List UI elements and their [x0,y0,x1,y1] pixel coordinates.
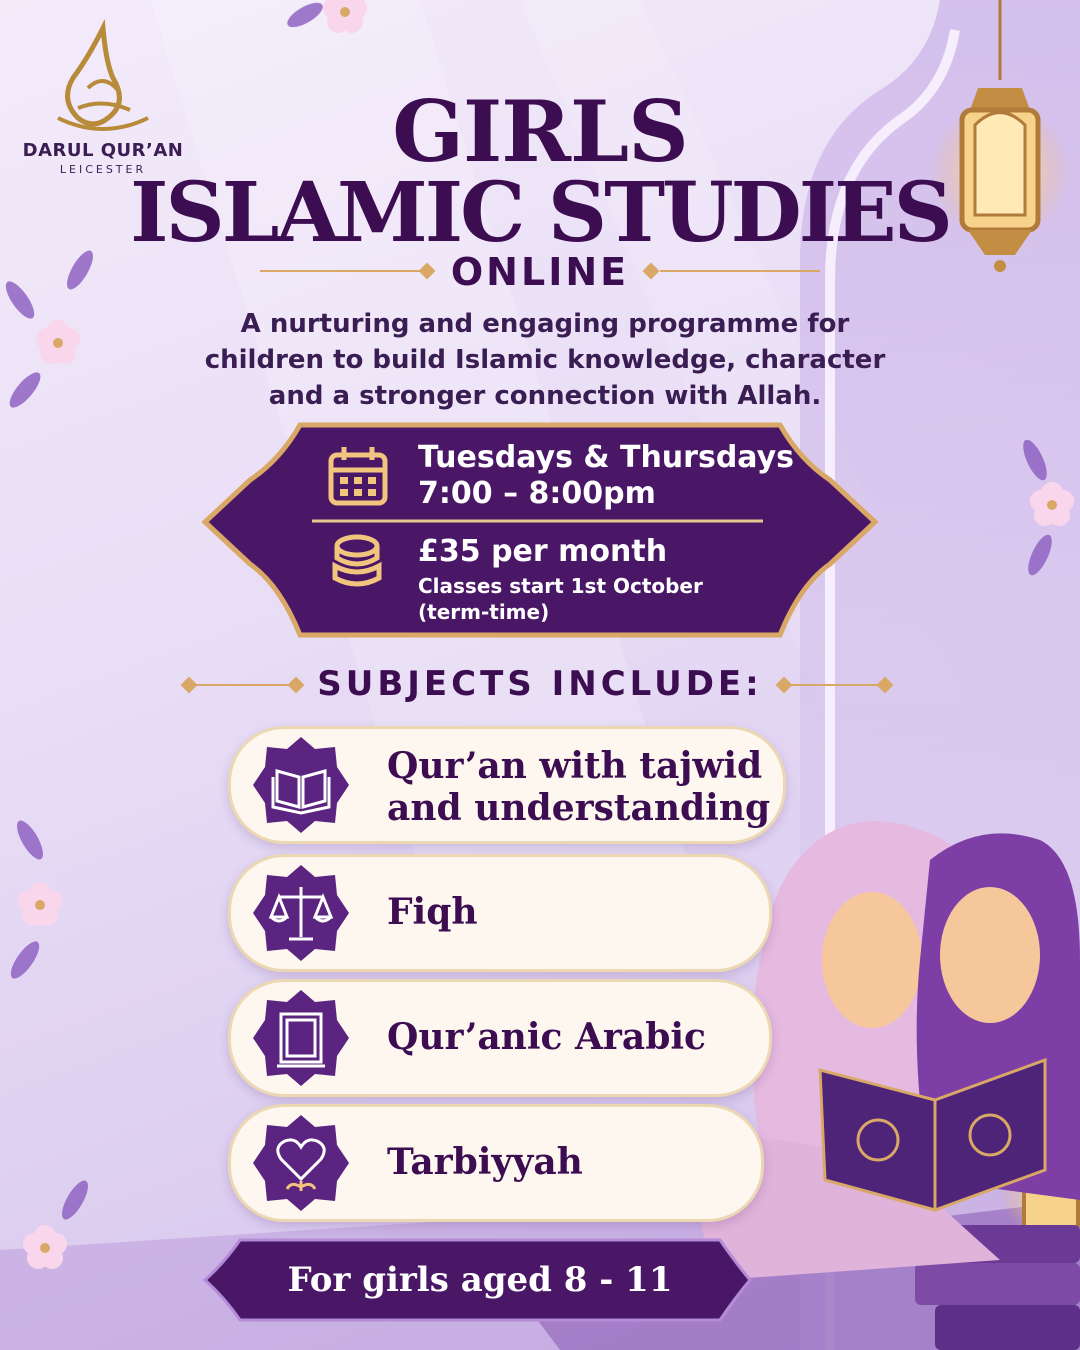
start-text [418,573,703,625]
subject-label: Qur’anic Arabic [387,1016,706,1058]
scales-icon [249,861,353,965]
subject-label [387,745,770,829]
heart-plant-icon [249,1111,353,1215]
logo-subtitle: LEICESTER [59,163,147,176]
subject-card [228,854,772,972]
schedule-text [418,440,794,512]
subject-card [228,726,786,844]
subject-line: and understanding [387,787,771,829]
subject-card [228,979,772,1097]
intro-text: A nurturing and engaging programme for children to build Islamic knowledge, character and a stronger connection with Allah. [204,309,886,411]
mode-label: ONLINE [450,250,630,294]
title-line-1: GIRLS [392,82,688,181]
title-line-2: ISLAMIC STUDIES [130,165,950,261]
start-date: Classes start 1st October [418,574,703,598]
age-label: For girls aged 8 - 11 [287,1260,673,1300]
open-book-icon [249,733,353,837]
subjects-heading: SUBJECTS INCLUDE: [317,664,763,704]
subject-label: Fiqh [387,891,478,933]
subject-label: Tarbiyyah [387,1141,583,1183]
logo-name: DARUL QUR’AN [22,140,184,161]
schedule-time: 7:00 – 8:00pm [418,476,656,511]
price-text: £35 per month [418,534,668,569]
subject-card [228,1104,764,1222]
term-note: (term-time) [418,600,550,624]
book-icon [249,986,353,1090]
schedule-days: Tuesdays & Thursdays [418,440,795,475]
subject-line: Qur’an with tajwid [387,745,763,787]
